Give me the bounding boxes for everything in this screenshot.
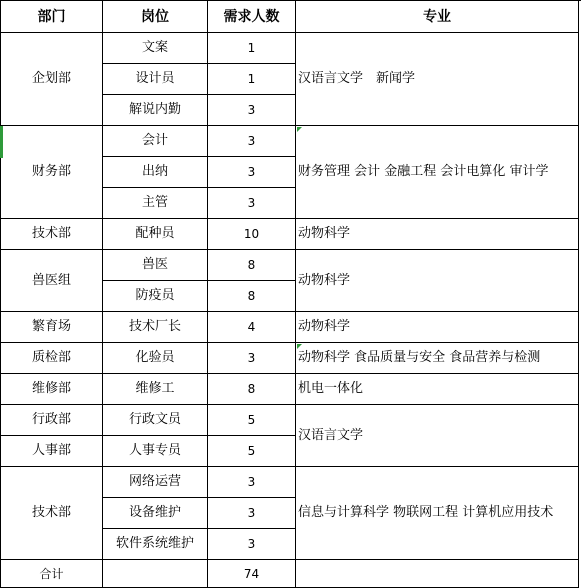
count-cell[interactable]: 4 xyxy=(208,312,296,343)
count-cell[interactable]: 5 xyxy=(208,436,296,467)
dept-cell[interactable]: 质检部 xyxy=(1,343,103,374)
dept-cell[interactable]: 行政部 xyxy=(1,405,103,436)
dept-cell[interactable]: 财务部 xyxy=(1,126,103,219)
major-cell[interactable] xyxy=(296,126,579,219)
post-cell[interactable]: 解说内勤 xyxy=(103,95,208,126)
dept-cell[interactable]: 技术部 xyxy=(1,219,103,250)
total-label[interactable]: 合计 xyxy=(1,560,103,588)
count-cell[interactable]: 3 xyxy=(208,95,296,126)
post-cell[interactable]: 会计 xyxy=(103,126,208,157)
header-post[interactable]: 岗位 xyxy=(103,1,208,33)
post-cell[interactable]: 主管 xyxy=(103,188,208,219)
dept-cell[interactable]: 兽医组 xyxy=(1,250,103,312)
dept-cell[interactable]: 企划部 xyxy=(1,33,103,126)
major-text: 信息与计算科学 物联网工程 计算机应用技术 xyxy=(298,505,554,520)
header-dept[interactable]: 部门 xyxy=(1,1,103,33)
header-major[interactable]: 专业 xyxy=(296,1,579,33)
row-selection-marker xyxy=(0,126,3,158)
post-cell[interactable]: 兽医 xyxy=(103,250,208,281)
count-cell[interactable]: 3 xyxy=(208,126,296,157)
count-cell[interactable]: 8 xyxy=(208,374,296,405)
dept-cell[interactable]: 维修部 xyxy=(1,374,103,405)
count-cell[interactable]: 1 xyxy=(208,64,296,95)
count-cell[interactable]: 10 xyxy=(208,219,296,250)
post-cell[interactable]: 设备维护 xyxy=(103,498,208,529)
major-cell[interactable] xyxy=(296,467,579,560)
count-cell[interactable]: 3 xyxy=(208,467,296,498)
count-cell[interactable]: 3 xyxy=(208,157,296,188)
header-count[interactable]: 需求人数 xyxy=(208,1,296,33)
count-cell[interactable]: 8 xyxy=(208,250,296,281)
post-cell[interactable]: 文案 xyxy=(103,33,208,64)
post-cell[interactable]: 软件系统维护 xyxy=(103,529,208,560)
post-cell[interactable]: 设计员 xyxy=(103,64,208,95)
total-post[interactable] xyxy=(103,560,208,588)
comment-indicator xyxy=(297,127,302,132)
count-cell[interactable]: 3 xyxy=(208,529,296,560)
post-cell[interactable]: 维修工 xyxy=(103,374,208,405)
dept-cell[interactable]: 人事部 xyxy=(1,436,103,467)
count-cell[interactable]: 5 xyxy=(208,405,296,436)
count-cell[interactable]: 1 xyxy=(208,33,296,64)
major-cell[interactable]: 动物科学 xyxy=(296,250,579,312)
count-cell[interactable]: 3 xyxy=(208,343,296,374)
total-count[interactable]: 74 xyxy=(208,560,296,588)
total-major[interactable] xyxy=(296,560,579,588)
post-cell[interactable]: 防疫员 xyxy=(103,281,208,312)
major-text: 财务管理 会计 金融工程 会计电算化 审计学 xyxy=(298,164,549,179)
post-cell[interactable]: 配种员 xyxy=(103,219,208,250)
major-cell[interactable]: 动物科学 食品质量与安全 食品营养与检测 xyxy=(296,343,579,374)
post-cell[interactable]: 网络运营 xyxy=(103,467,208,498)
post-cell[interactable]: 行政文员 xyxy=(103,405,208,436)
major-cell[interactable]: 机电一体化 xyxy=(296,374,579,405)
post-cell[interactable]: 出纳 xyxy=(103,157,208,188)
count-cell[interactable]: 3 xyxy=(208,188,296,219)
dept-cell[interactable]: 技术部 xyxy=(1,467,103,560)
major-cell[interactable]: 汉语言文学 xyxy=(296,405,579,467)
post-cell[interactable]: 人事专员 xyxy=(103,436,208,467)
count-cell[interactable]: 3 xyxy=(208,498,296,529)
comment-indicator xyxy=(297,344,302,349)
post-cell[interactable]: 技术厂长 xyxy=(103,312,208,343)
count-cell[interactable]: 8 xyxy=(208,281,296,312)
major-cell[interactable]: 汉语言文学 新闻学 xyxy=(296,33,579,126)
post-cell[interactable]: 化验员 xyxy=(103,343,208,374)
dept-cell[interactable]: 繁育场 xyxy=(1,312,103,343)
major-cell[interactable]: 动物科学 xyxy=(296,312,579,343)
major-cell[interactable]: 动物科学 xyxy=(296,219,579,250)
